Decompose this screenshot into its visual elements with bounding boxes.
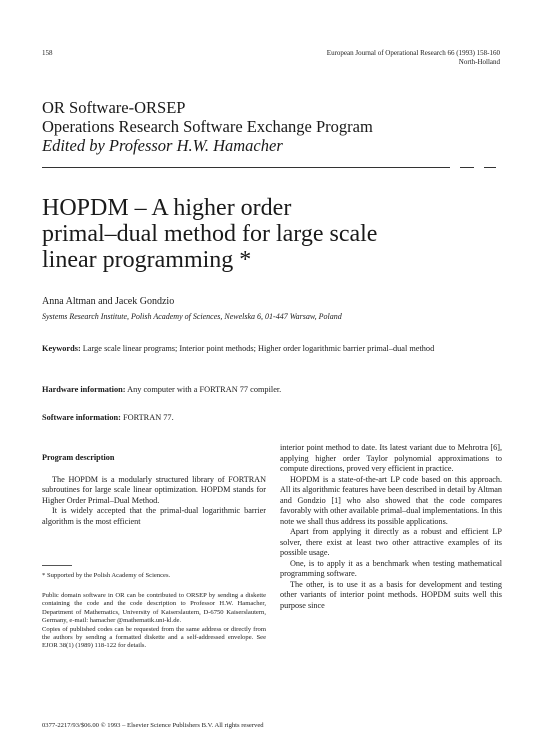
copies-note: Copies of published codes can be requested from the same address or directly from the authors by sending a formatted diskette and a self-addressed envelope. See EJOR 38(1) (1989) 118-122 for details. [42, 625, 266, 650]
running-header [327, 49, 500, 67]
public-domain-note: Public domain software in OR can be contributed to ORSEP by sending a diskette containing the code and the code description to Professor H.W. Hamacher, Department of Mathematics, University of Kaiserslautern, D-6750 Kaiserslautern, Germany, e-mail: hamacher @mathematik.uni-kl.de. [42, 592, 266, 625]
hardware-information [42, 384, 281, 395]
title-line-3: linear programming * [42, 247, 252, 273]
footnote-star: * Supported by the Polish Academy of Sciences. [42, 572, 171, 579]
paragraph: The HOPDM is a modularly structured library of FORTRAN subroutines for large scale linear optimization. HOPDM stands for Higher Order Primal–Dual Method. [42, 474, 266, 505]
series-banner [42, 98, 502, 155]
series-line-2: Operations Research Software Exchange Program [42, 117, 373, 136]
title-line-1: HOPDM – A higher order [42, 195, 292, 221]
footnotes [42, 572, 266, 588]
software-text: FORTRAN 77. [122, 413, 174, 422]
authors: Anna Altman and Jacek Gondzio [42, 296, 175, 307]
paragraph: It is widely accepted that the primal-dual logarithmic barrier algorithm is the most efficient [42, 506, 266, 526]
page-number: 158 [42, 49, 53, 57]
rule-segment [484, 167, 496, 168]
footnote-rule [42, 565, 72, 566]
right-column [280, 443, 502, 611]
hardware-text: Any computer with a FORTRAN 77 compiler. [127, 385, 282, 394]
keywords-label: Keywords: [42, 344, 81, 353]
orsep-note [42, 592, 266, 651]
publisher-line: North-Holland [458, 58, 500, 66]
paragraph: HOPDM is a state-of-the-art LP code based on this approach. All its algorithmic features have been described in detail by Altman and Gondzio [1] who also showed that the code compares favorably with other available primal–dual implementations. In this note we shall thus address its possible applications. [280, 474, 502, 526]
copyright-footer: 0377-2217/93/$06.00 © 1993 – Elsevier Science Publishers B.V. All rights reserved [42, 722, 264, 729]
rule-segment [460, 167, 474, 168]
keywords [42, 343, 498, 354]
paragraph: The other, is to use it as a basis for development and testing other variants of interior point methods. HOPDM suits well this purpose since [280, 579, 502, 610]
series-line-1: OR Software-ORSEP [42, 98, 186, 117]
paragraph: interior point method to date. Its latest variant due to Mehrotra [6], applying higher order Taylor polynomial approximations to compute directions, proved very efficient in practice. [280, 443, 502, 473]
journal-citation: European Journal of Operational Research 66 (1993) 158-160 [326, 49, 500, 57]
rule-segment [42, 167, 450, 168]
keywords-text: Large scale linear programs; Interior point methods; Higher order logarithmic barrier primal–dual method [82, 344, 435, 353]
affiliation: Systems Research Institute, Polish Academy of Sciences, Newelska 6, 01-447 Warsaw, Poland [42, 312, 342, 321]
title-line-2: primal–dual method for large scale [42, 221, 378, 247]
article-title [42, 195, 502, 273]
series-editor: Edited by Professor H.W. Hamacher [42, 136, 283, 155]
section-heading: Program description [42, 453, 115, 462]
software-information [42, 412, 174, 423]
paragraph: One, is to apply it as a benchmark when testing mathematical programming software. [280, 558, 502, 578]
hardware-label: Hardware information: [42, 385, 126, 394]
banner-rule [42, 167, 502, 169]
paragraph: Apart from applying it directly as a robust and efficient LP solver, there exist at least two other attractive examples of its possible usage. [280, 527, 502, 557]
software-label: Software information: [42, 413, 121, 422]
left-column [42, 453, 266, 527]
